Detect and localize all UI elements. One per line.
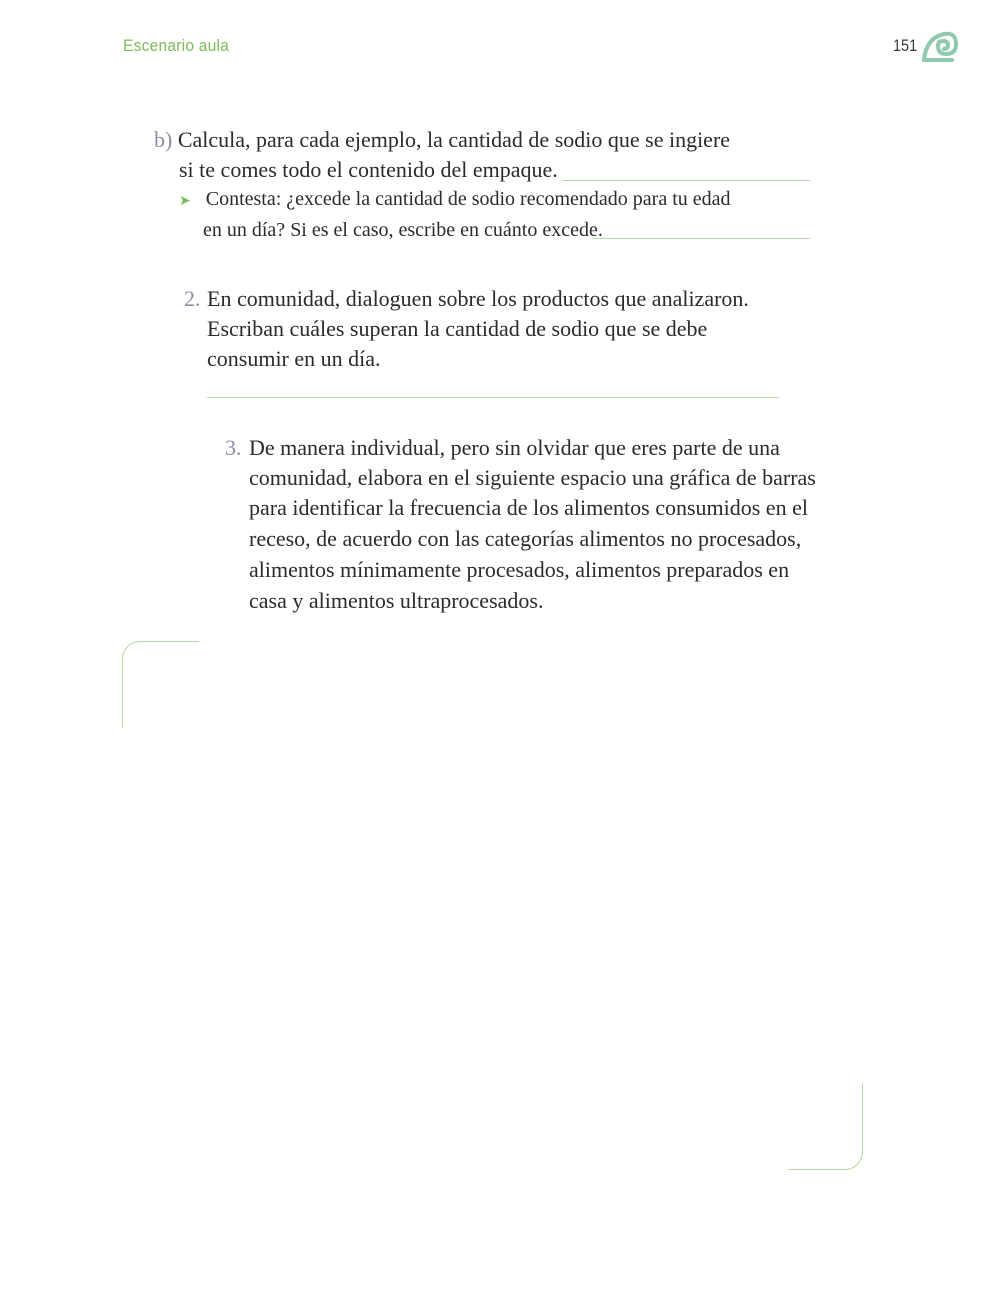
- page-number: 151: [893, 36, 918, 55]
- item-2-line: Escriban cuáles superan la cantidad de sodio que se debe: [207, 316, 708, 341]
- arrow-bullet-icon: ➤: [179, 194, 191, 209]
- answer-line-2[interactable]: [207, 397, 779, 398]
- item-b-text-2: si te comes todo el contenido del empaque.: [179, 157, 558, 182]
- item-2-line: En comunidad, dialoguen sobre los productos que analizaron.: [207, 286, 749, 311]
- item-b-marker: b): [154, 127, 173, 152]
- item-2-line: consumir en un día.: [207, 346, 381, 371]
- section-title: Escenario aula: [123, 36, 230, 55]
- drawing-area-corner-top-left: [122, 641, 199, 728]
- item-3-line: De manera individual, pero sin olvidar que eres parte de una: [249, 435, 780, 460]
- answer-line-b[interactable]: [562, 180, 810, 181]
- drawing-area-corner-bottom-right: [788, 1083, 863, 1170]
- item-3-line: receso, de acuerdo con las categorías alimentos no procesados,: [249, 526, 802, 551]
- item-2-number: 2.: [184, 286, 201, 311]
- item-b-text-1: Calcula, para cada ejemplo, la cantidad de sodio que se ingiere: [177, 127, 731, 152]
- item-3-line: alimentos mínimamente procesados, alimentos preparados en: [249, 557, 790, 582]
- item-3-line: comunidad, elabora en el siguiente espacio una gráfica de barras: [249, 465, 816, 490]
- bullet-line-1: [179, 184, 731, 217]
- item-3-line: para identificar la frecuencia de los alimentos consumidos en el: [249, 495, 808, 520]
- spiral-icon: [922, 30, 958, 62]
- bullet-text-1: Contesta: ¿excede la cantidad de sodio recomendado para tu edad: [205, 188, 731, 210]
- bullet-text-2: en un día? Si es el caso, escribe en cuánto excede.: [203, 219, 603, 241]
- answer-line-bullet[interactable]: [592, 238, 810, 239]
- item-3-line: casa y alimentos ultraprocesados.: [249, 588, 544, 613]
- item-b-line-1: [154, 125, 730, 155]
- item-3-number: 3.: [225, 435, 242, 460]
